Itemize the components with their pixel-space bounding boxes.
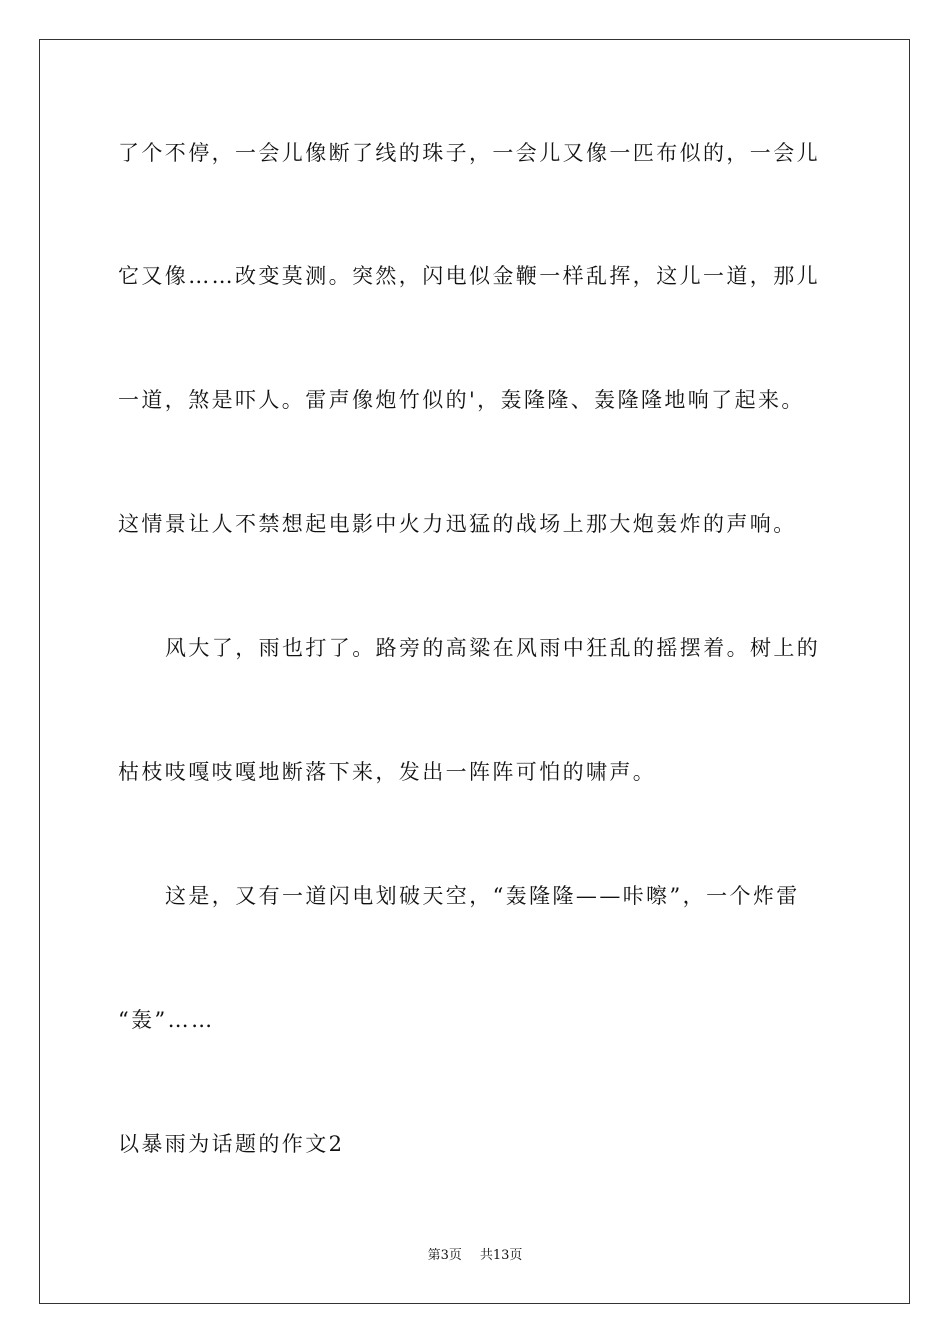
paragraph-start-line: 这是，又有一道闪电划破天空，“轰隆隆——咔嚓”，一个炸雷: [165, 884, 800, 908]
body-line-3: 一道，煞是吓人。雷声像炮竹似的'，轰隆隆、轰隆隆地响了起来。: [118, 388, 805, 412]
body-line-8: “轰”……: [118, 1008, 215, 1032]
body-line-2: 它又像……改变莫测。突然，闪电似金鞭一样乱挥，这儿一道，那儿: [118, 264, 820, 288]
paragraph-start-line: 风大了，雨也打了。路旁的高粱在风雨中狂乱的摇摆着。树上的: [165, 636, 821, 660]
page-footer: [0, 1247, 950, 1265]
essay-heading: 以暴雨为话题的作文2: [118, 1132, 345, 1156]
body-line-1: 了个不停，一会儿像断了线的珠子，一会儿又像一匹布似的，一会儿: [118, 141, 820, 165]
body-line-6: 枯枝吱嘎吱嘎地断落下来，发出一阵阵可怕的啸声。: [118, 760, 657, 784]
body-line-4: 这情景让人不禁想起电影中火力迅猛的战场上那大炮轰炸的声响。: [118, 512, 797, 536]
page-total: 共13页: [479, 1248, 523, 1263]
page-number: 第3页: [427, 1248, 462, 1263]
page-frame: [39, 39, 910, 1304]
